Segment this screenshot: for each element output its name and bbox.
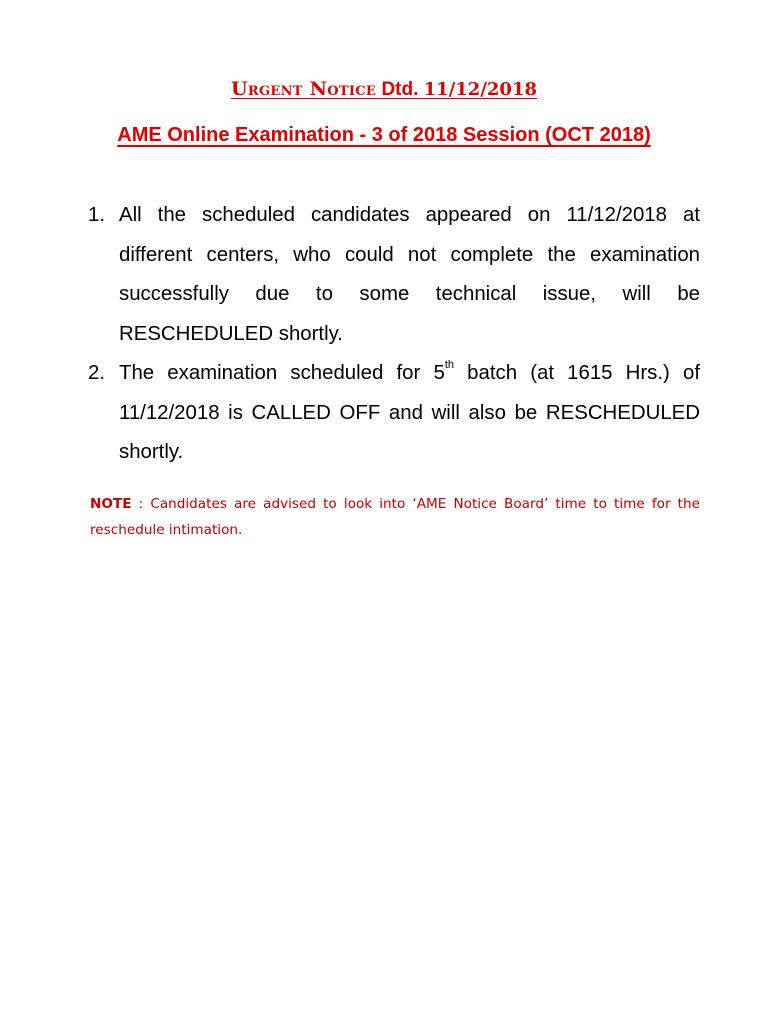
urgent-notice-label: Urgent Notice — [230, 78, 377, 100]
list-item — [88, 196, 700, 354]
notice-subtitle: AME Online Examination - 3 of 2018 Session (OCT 2018) — [117, 124, 651, 146]
notice-points-list — [88, 196, 700, 473]
list-item-text — [119, 359, 700, 463]
list-item-number: 2. — [88, 362, 106, 384]
dated-label: Dtd. — [381, 79, 419, 100]
list-item-number: 1. — [88, 204, 106, 226]
note-separator: : — [131, 496, 151, 512]
list-item — [88, 354, 700, 473]
list-item-text: All the scheduled candidates appeared on 11/12/2018 at different centers, who could not complete the examination successfully due to some technical issue, will be RESCHEDULED shortly. — [119, 204, 700, 345]
note-text: Candidates are advised to look into ‘AME Notice Board’ time to time for the reschedule intimation. — [90, 496, 700, 538]
note-label: NOTE — [90, 496, 132, 512]
ordinal-superscript: th — [444, 359, 454, 372]
notice-date: 11/12/2018 — [423, 79, 537, 100]
list-item-text-after: batch (at 1615 Hrs.) of 11/12/2018 is CALLED OFF and will also be RESCHEDULED shortly. — [119, 362, 700, 463]
notice-title — [0, 78, 768, 101]
note-paragraph — [90, 491, 700, 543]
list-item-text-before: The examination scheduled for 5 — [119, 362, 445, 384]
